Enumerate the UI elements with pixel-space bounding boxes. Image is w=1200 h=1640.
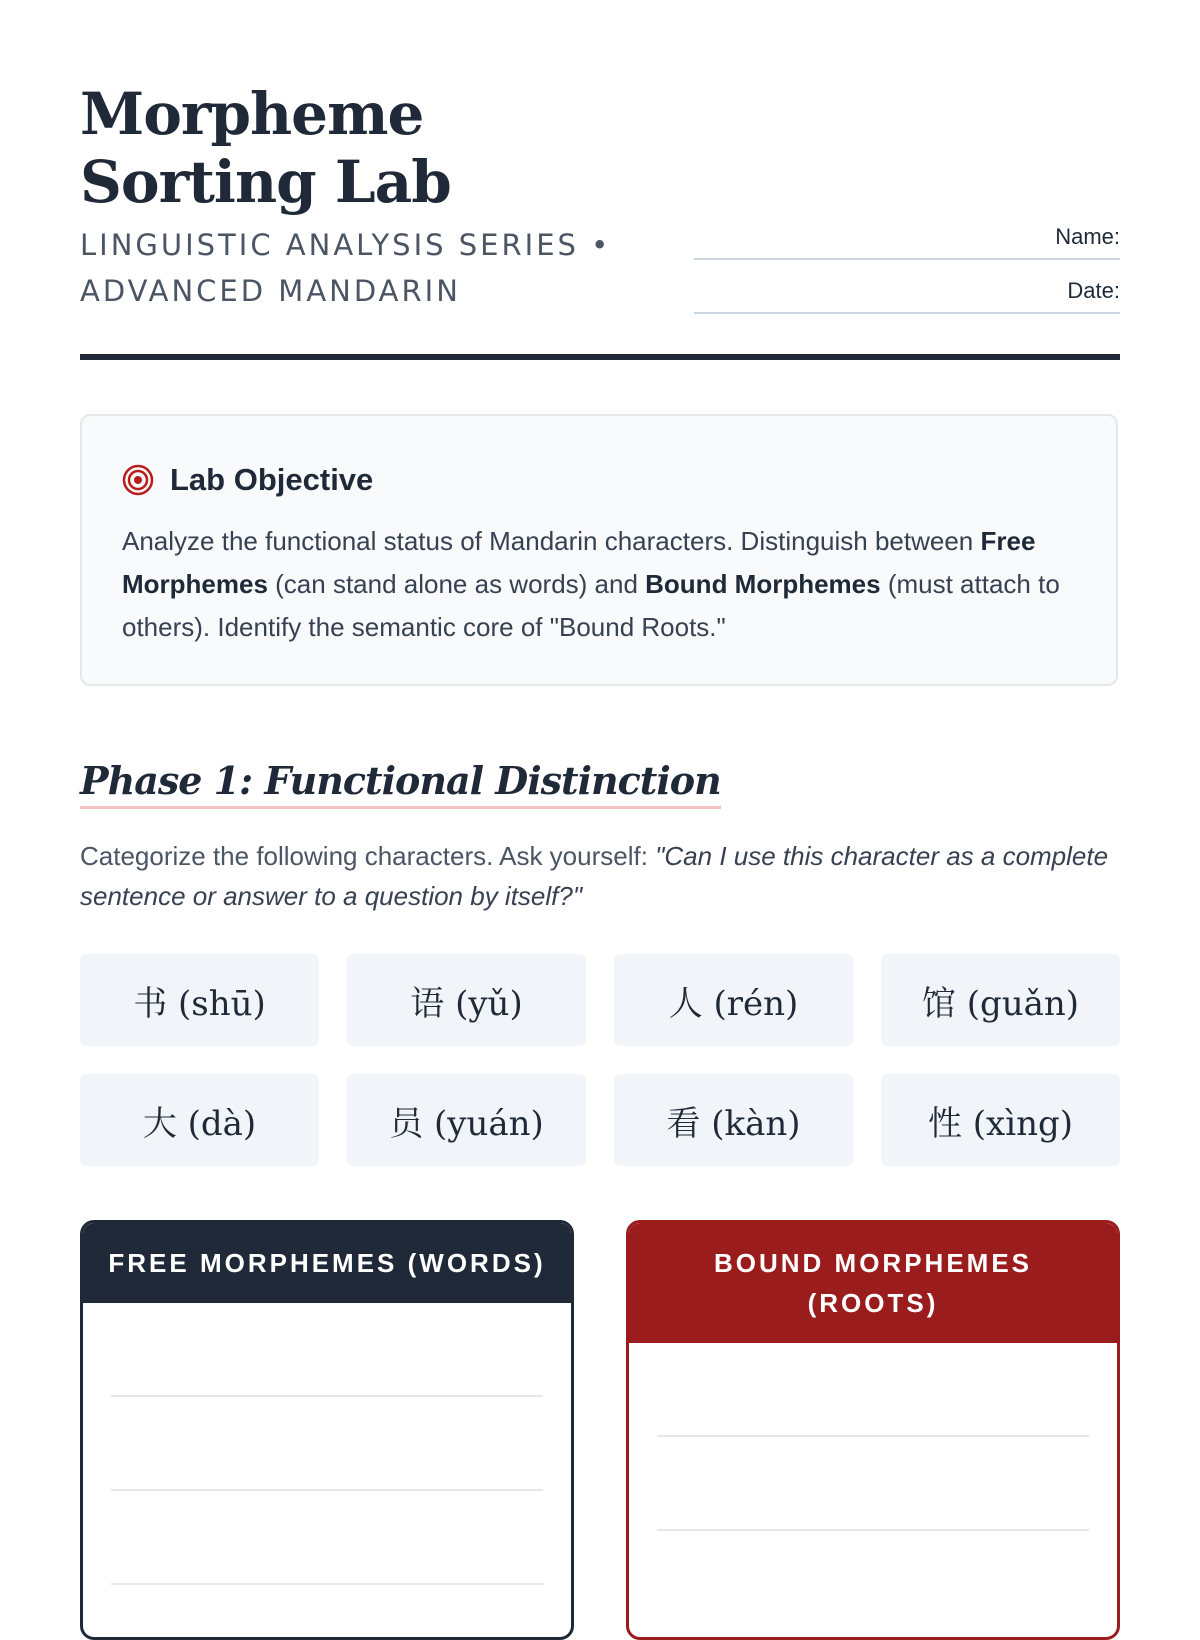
objective-text-part-2: (can stand alone as words) and: [267, 569, 646, 599]
character-chip[interactable]: 看 (kàn): [614, 1074, 853, 1166]
character-chip[interactable]: 馆 (guǎn): [881, 954, 1120, 1046]
character-chip[interactable]: 大 (dà): [80, 1074, 319, 1166]
bound-morphemes-header: BOUND MORPHEMES (ROOTS): [629, 1223, 1117, 1343]
objective-text-part-1: Analyze the functional status of Mandarin characters. Distinguish between: [122, 526, 974, 556]
answer-line: [657, 1435, 1089, 1437]
target-icon: [122, 464, 154, 496]
bound-morphemes-column[interactable]: [626, 1220, 1120, 1640]
answer-line: [111, 1489, 543, 1491]
objective-title: Lab Objective: [170, 462, 374, 497]
objective-text: [122, 520, 1082, 649]
bound-morphemes-term: Bound Morphemes: [645, 569, 881, 599]
phase-1-title: Phase 1: Functional Distinction: [80, 756, 721, 809]
date-label: Date:: [1067, 278, 1120, 303]
header-divider: [80, 354, 1120, 360]
character-chip[interactable]: 语 (yǔ): [347, 954, 586, 1046]
answer-line: [111, 1583, 543, 1585]
lab-objective-box: [80, 414, 1118, 686]
free-morphemes-column[interactable]: [80, 1220, 574, 1640]
character-chip[interactable]: 员 (yuán): [347, 1074, 586, 1166]
character-chip[interactable]: 书 (shū): [80, 954, 319, 1046]
character-chip[interactable]: 人 (rén): [614, 954, 853, 1046]
page-title: Morpheme Sorting Lab: [80, 80, 451, 216]
free-morphemes-header: FREE MORPHEMES (WORDS): [83, 1223, 571, 1303]
instruction-text: Categorize the following characters. Ask yourself:: [80, 841, 656, 871]
answer-line: [111, 1395, 543, 1397]
answer-line: [657, 1529, 1089, 1531]
instruction-question: "Can I use this character as a complete sentence or answer to a question by itself?": [80, 841, 1109, 911]
date-field[interactable]: [694, 272, 1120, 314]
name-label: Name:: [1055, 224, 1120, 249]
name-field[interactable]: [694, 218, 1120, 260]
character-chip[interactable]: 性 (xìng): [881, 1074, 1120, 1166]
objective-text-part-3: (must attach to others). Identify the semantic core of "Bound Roots.": [122, 569, 1060, 642]
objective-heading: [122, 460, 373, 500]
phase-1-instructions: [80, 836, 1120, 916]
series-subtitle: LINGUISTIC ANALYSIS SERIES • ADVANCED MANDARIN: [80, 228, 612, 308]
free-morphemes-term: Free Morphemes: [122, 526, 1036, 599]
